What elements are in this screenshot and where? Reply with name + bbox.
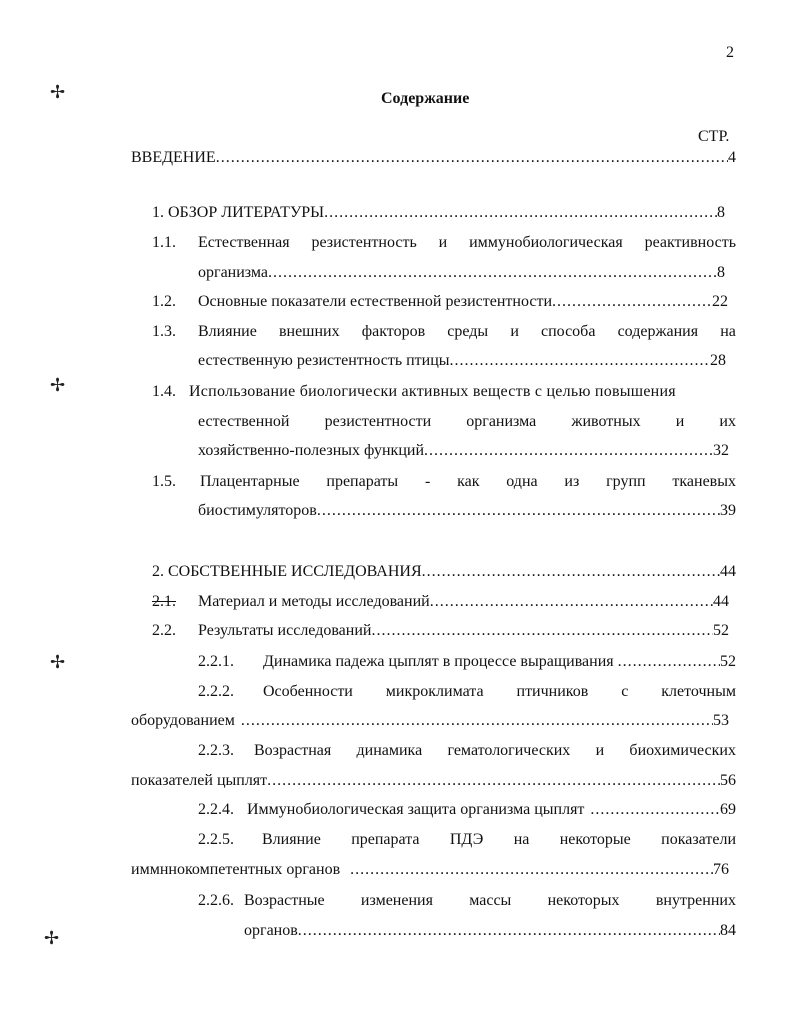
word: как — [457, 473, 480, 490]
toc-page: 52 — [720, 653, 736, 670]
toc-label: Основные показатели естественной резистентности — [198, 293, 553, 310]
toc-line — [198, 501, 736, 521]
word: Естественная — [198, 234, 290, 251]
toc-page: 52 — [713, 622, 729, 639]
word: ПДЭ — [449, 831, 484, 848]
word: реактивность — [644, 234, 736, 251]
toc-label: органов — [244, 922, 298, 939]
word: внутренних — [655, 892, 736, 909]
toc-number: 1.1. — [152, 234, 176, 251]
toc-line — [198, 592, 729, 612]
toc-label: ВВЕДЕНИЕ — [131, 149, 216, 166]
toc-page: 44 — [720, 563, 736, 580]
word: факторов — [361, 323, 426, 340]
word: Влияние — [262, 831, 321, 848]
toc-line — [131, 771, 736, 791]
word: резистентности — [324, 413, 432, 430]
word: Особенности — [263, 683, 353, 700]
toc-label: 2. СОБСТВЕННЫЕ ИССЛЕДОВАНИЯ — [152, 563, 422, 580]
toc-line — [247, 800, 736, 820]
word: на — [513, 831, 530, 848]
toc-page: 53 — [713, 712, 729, 729]
toc-number: 2.2.6. — [198, 892, 234, 909]
toc-page: 76 — [713, 861, 729, 878]
word: внешних — [278, 323, 340, 340]
leader-dots — [216, 148, 728, 168]
page-number: 2 — [726, 44, 734, 61]
word: изменения — [360, 892, 433, 909]
leader-dots — [324, 203, 717, 223]
toc-label: оборудованием — [131, 712, 235, 729]
page-column-label: СТР. — [698, 128, 730, 145]
word: способа — [541, 323, 596, 340]
leader-dots — [614, 652, 720, 672]
toc-label: иммннокомпетентных органов — [131, 861, 341, 878]
margin-mark: ✢ — [50, 82, 66, 103]
toc-line: Использование биологически активных веществ с целью повышения — [189, 383, 676, 400]
toc-entry-intro — [131, 148, 736, 168]
toc-label: Материал и методы исследований — [198, 593, 430, 610]
toc-page: 44 — [713, 593, 729, 610]
toc-label: естественную резистентность птицы — [198, 352, 450, 369]
leader-dots — [340, 860, 713, 880]
leader-dots — [235, 711, 713, 731]
toc-label: организма — [198, 264, 268, 281]
word: животных — [571, 413, 641, 430]
toc-page: 28 — [710, 352, 726, 369]
toc-number: 1.5. — [152, 473, 176, 490]
leader-dots — [422, 562, 720, 582]
toc-label: биостимуляторов — [198, 502, 317, 519]
margin-mark: ✢ — [50, 652, 66, 673]
toc-line — [263, 682, 736, 702]
word: среды — [447, 323, 489, 340]
toc-line — [200, 472, 736, 492]
toc-label: Результаты исследований — [198, 622, 372, 639]
word: из — [564, 473, 580, 490]
toc-number: 2.1. — [152, 593, 176, 610]
word: препарата — [351, 831, 420, 848]
toc-line — [198, 621, 729, 641]
word: птичников — [516, 683, 589, 700]
leader-dots — [552, 292, 712, 312]
toc-page: 56 — [720, 772, 736, 789]
toc-entry-section-1 — [152, 203, 725, 223]
word: Влияние — [198, 323, 257, 340]
toc-line — [262, 830, 736, 850]
word: естественной — [198, 413, 290, 430]
toc-line — [244, 921, 736, 941]
toc-line — [198, 263, 725, 283]
word: клеточным — [661, 683, 736, 700]
toc-number: 2.2.2. — [198, 683, 234, 700]
leader-dots — [450, 351, 710, 371]
word: некоторых — [547, 892, 620, 909]
toc-number: 2.2.3. — [198, 742, 234, 759]
word: и — [510, 323, 519, 340]
toc-page: 69 — [720, 801, 736, 818]
word: Плацентарные — [200, 473, 300, 490]
word: динамика — [356, 742, 423, 759]
word: некоторые — [559, 831, 631, 848]
word: их — [719, 413, 736, 430]
toc-line — [263, 652, 736, 672]
toc-line — [198, 412, 736, 432]
toc-page: 8 — [717, 204, 725, 221]
leader-dots — [371, 621, 713, 641]
toc-number: 2.2.1. — [198, 653, 234, 670]
word: с — [621, 683, 629, 700]
leader-dots — [584, 800, 720, 820]
leader-dots — [430, 592, 713, 612]
toc-number: 1.2. — [152, 293, 176, 310]
toc-line — [131, 860, 729, 880]
toc-line — [254, 741, 736, 761]
margin-mark: ✢ — [50, 375, 66, 396]
toc-line — [198, 441, 729, 461]
leader-dots — [424, 441, 713, 461]
word: и — [675, 413, 685, 430]
page-title: Содержание — [381, 90, 470, 107]
word: массы — [469, 892, 512, 909]
leader-dots — [268, 263, 717, 283]
word: иммунобиологическая — [469, 234, 623, 251]
toc-line — [198, 233, 736, 253]
leader-dots — [267, 771, 720, 791]
leader-dots — [298, 921, 720, 941]
toc-line — [198, 322, 736, 342]
word: тканевых — [672, 473, 736, 490]
toc-page: 22 — [712, 293, 728, 310]
word: организма — [466, 413, 537, 430]
toc-number: 1.4. — [152, 383, 176, 400]
toc-label: Иммунобиологическая защита организма цыплят — [247, 801, 585, 818]
margin-mark: ✢ — [44, 928, 60, 949]
word: - — [424, 473, 431, 490]
leader-dots — [317, 501, 720, 521]
toc-entry-section-2 — [152, 562, 736, 582]
toc-number: 1.3. — [152, 323, 176, 340]
word: и — [595, 742, 605, 759]
word: гематологических — [447, 742, 571, 759]
word: Возрастные — [244, 892, 325, 909]
toc-label: показателей цыплят — [131, 772, 268, 789]
word: Возрастная — [254, 742, 332, 759]
toc-label: Динамика падежа цыплят в процессе выращивания — [263, 653, 614, 670]
word: содержания — [617, 323, 699, 340]
word: микроклимата — [385, 683, 484, 700]
word: препараты — [326, 473, 399, 490]
toc-page: 32 — [713, 442, 729, 459]
toc-number: 2.2.5. — [198, 831, 234, 848]
toc-page: 8 — [717, 264, 725, 281]
toc-page: 84 — [720, 922, 736, 939]
toc-label: хозяйственно-полезных функций — [198, 442, 424, 459]
word: показатели — [661, 831, 736, 848]
word: на — [720, 323, 736, 340]
word: одна — [506, 473, 538, 490]
toc-number: 2.2.4. — [198, 801, 234, 818]
word: групп — [606, 473, 646, 490]
toc-line — [244, 891, 736, 911]
word: биохимических — [629, 742, 736, 759]
toc-page: 39 — [720, 502, 736, 519]
toc-line — [131, 711, 729, 731]
word: резистентность — [311, 234, 417, 251]
toc-label: 1. ОБЗОР ЛИТЕРАТУРЫ — [152, 204, 325, 221]
toc-line — [198, 292, 728, 312]
toc-number: 2.2. — [152, 622, 176, 639]
toc-page: 4 — [728, 149, 736, 166]
toc-line — [198, 351, 726, 371]
word: и — [438, 234, 448, 251]
